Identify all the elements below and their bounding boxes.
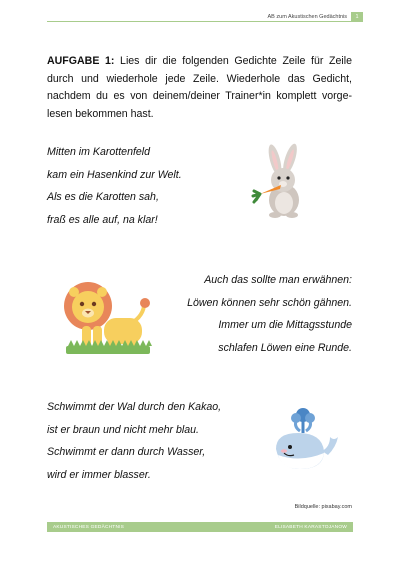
rabbit-illustration xyxy=(250,142,310,218)
poem-line: Immer um die Mittagsstunde xyxy=(218,319,352,331)
image-credit: Bildquelle: pixabay.com xyxy=(294,504,352,510)
poem-line: Schwimmt er dann durch Wasser, xyxy=(47,446,206,458)
page-number: 1 xyxy=(351,12,363,21)
task-label: AUFGABE 1: xyxy=(47,55,115,67)
poem-line: wird er immer blasser. xyxy=(47,468,151,481)
poem-rabbit xyxy=(47,141,182,231)
header-title: AB zum Akustischen Gedächtnis xyxy=(267,14,347,20)
poem-line: Auch das sollte man erwähnen: xyxy=(204,274,352,286)
header-divider xyxy=(47,21,363,22)
poem-line: Als es die Karotten sah, xyxy=(47,191,159,203)
task-text: Lies dir die folgenden Gedichte Zeile für Zeile durch und wiederhole jede Zeile. Wiederhole das Gedicht, nachdem du es von deinem/deiner Trainer*in komplett vorge-lesen bekommen hast. xyxy=(47,55,352,120)
whale-illustration xyxy=(270,405,342,477)
poem-whale xyxy=(47,396,221,486)
poem-line: ist er braun und nicht mehr blau. xyxy=(47,423,199,436)
task-instructions xyxy=(47,53,352,123)
footer-bar xyxy=(47,522,353,532)
poem-line: Mitten im Karottenfeld xyxy=(47,146,151,158)
poem-line: Löwen können sehr schön gähnen. xyxy=(187,296,352,309)
poem-line: fraß es alle auf, na klar! xyxy=(47,213,158,226)
poem-line: Schwimmt der Wal durch den Kakao, xyxy=(47,401,222,413)
footer-left: AKUSTISCHES GEDÄCHTNIS xyxy=(53,524,125,530)
footer-right: ELISABETH KARASTOJANOW xyxy=(274,524,347,530)
poem-line: schlafen Löwen eine Runde. xyxy=(218,341,352,354)
poem-line: kam ein Hasenkind zur Welt. xyxy=(47,168,182,181)
lion-illustration xyxy=(60,276,154,356)
poem-lion xyxy=(187,269,352,359)
